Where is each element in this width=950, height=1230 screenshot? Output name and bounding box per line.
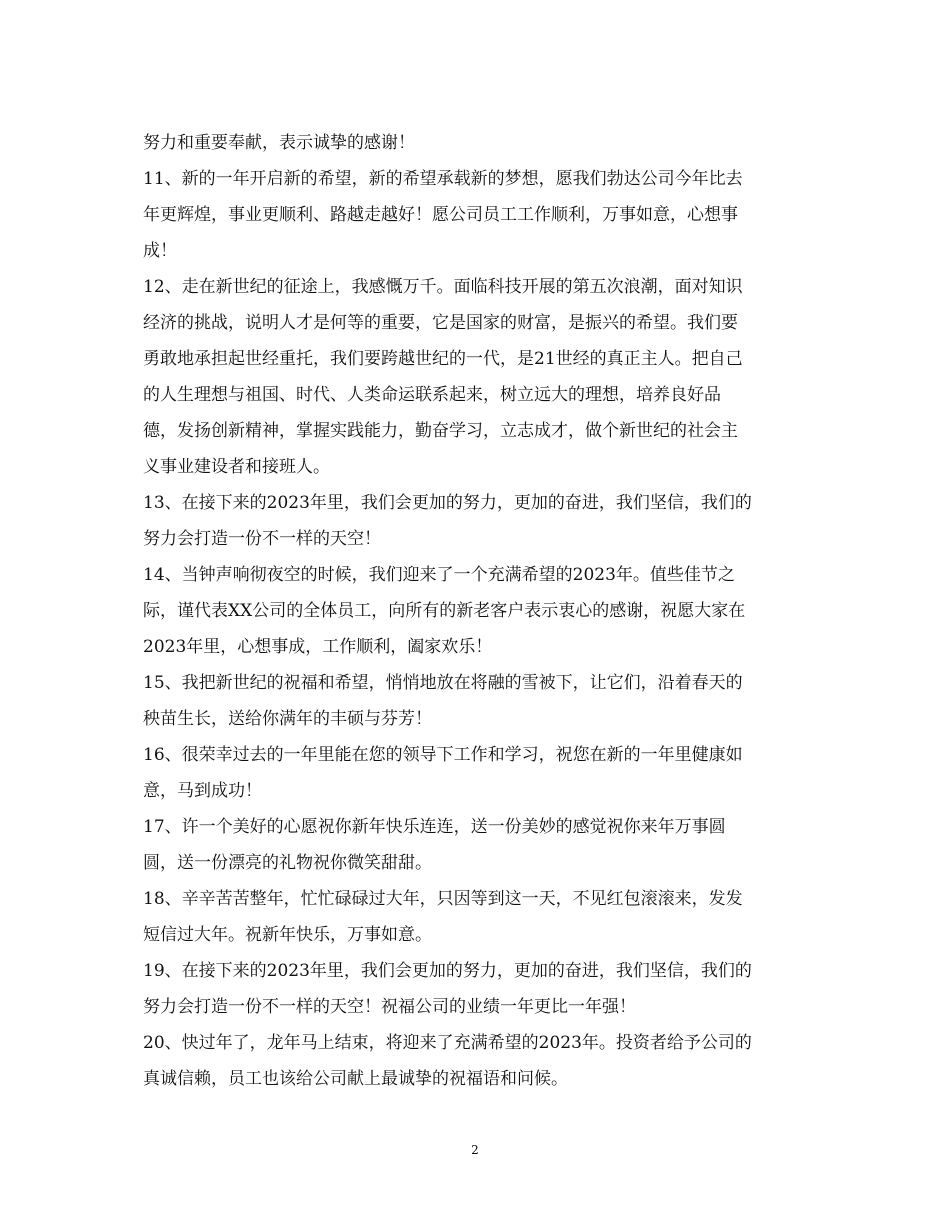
text-line: 圆，送一份漂亮的礼物祝你微笑甜甜。 [143,853,432,873]
text-line: 短信过大年。祝新年快乐，万事如意。 [143,925,432,945]
text-line: 义事业建设者和接班人。 [143,457,330,477]
text-line: 19、在接下来的2023年里，我们会更加的努力，更加的奋进，我们坚信，我们的 [143,961,752,981]
text-line: 13、在接下来的2023年里，我们会更加的努力，更加的奋进，我们坚信，我们的 [143,493,752,513]
text-line: 经济的挑战，说明人才是何等的重要，它是国家的财富，是振兴的希望。我们要 [143,313,738,333]
text-line: 15、我把新世纪的祝福和希望，悄悄地放在将融的雪被下，让它们，沿着春天的 [143,673,743,693]
text-line: 20、快过年了，龙年马上结束，将迎来了充满希望的2023年。投资者给予公司的 [143,1033,752,1053]
text-line: 秧苗生长，送给你满年的丰硕与芬芳！ [143,709,432,729]
text-line: 努力和重要奉献，表示诚挚的感谢！ [143,133,415,153]
text-line: 16、很荣幸过去的一年里能在您的领导下工作和学习，祝您在新的一年里健康如 [143,745,743,765]
text-line: 年更辉煌，事业更顺利、路越走越好！愿公司员工工作顺利，万事如意，心想事 [143,205,738,225]
text-line: 17、许一个美好的心愿祝你新年快乐连连，送一份美妙的感觉祝你来年万事圆 [143,817,726,837]
text-line: 的人生理想与祖国、时代、人类命运联系起来，树立远大的理想，培养良好品 [143,385,721,405]
text-line: 德，发扬创新精神，掌握实践能力，勤奋学习，立志成才，做个新世纪的社会主 [143,421,738,441]
text-line: 14、当钟声响彻夜空的时候，我们迎来了一个充满希望的2023年。值些佳节之 [143,565,735,585]
text-line: 勇敢地承担起世经重托，我们要跨越世纪的一代，是21世经的真正主人。把自己 [143,349,743,369]
page-number: 2 [471,1143,479,1157]
text-line: 努力会打造一份不一样的天空！祝福公司的业绩一年更比一年强！ [143,997,636,1017]
text-line: 11、新的一年开启新的希望，新的希望承载新的梦想，愿我们勃达公司今年比去 [143,169,743,189]
text-line: 真诚信赖，员工也该给公司献上最诚挚的祝福语和问候。 [143,1069,568,1089]
text-line: 12、走在新世纪的征途上，我感慨万千。面临科技开展的第五次浪潮，面对知识 [143,277,743,297]
text-line: 努力会打造一份不一样的天空！ [143,529,381,549]
text-line: 际，谨代表XX公司的全体员工，向所有的新老客户表示衷心的感谢，祝愿大家在 [143,601,746,621]
text-line: 2023年里，心想事成，工作顺利，阖家欢乐！ [143,637,493,657]
text-line: 成！ [143,241,177,261]
body-text [143,125,811,1097]
text-line: 意，马到成功！ [143,781,262,801]
text-line: 18、辛辛苦苦整年，忙忙碌碌过大年，只因等到这一天，不见红包滚滚来，发发 [143,889,743,909]
